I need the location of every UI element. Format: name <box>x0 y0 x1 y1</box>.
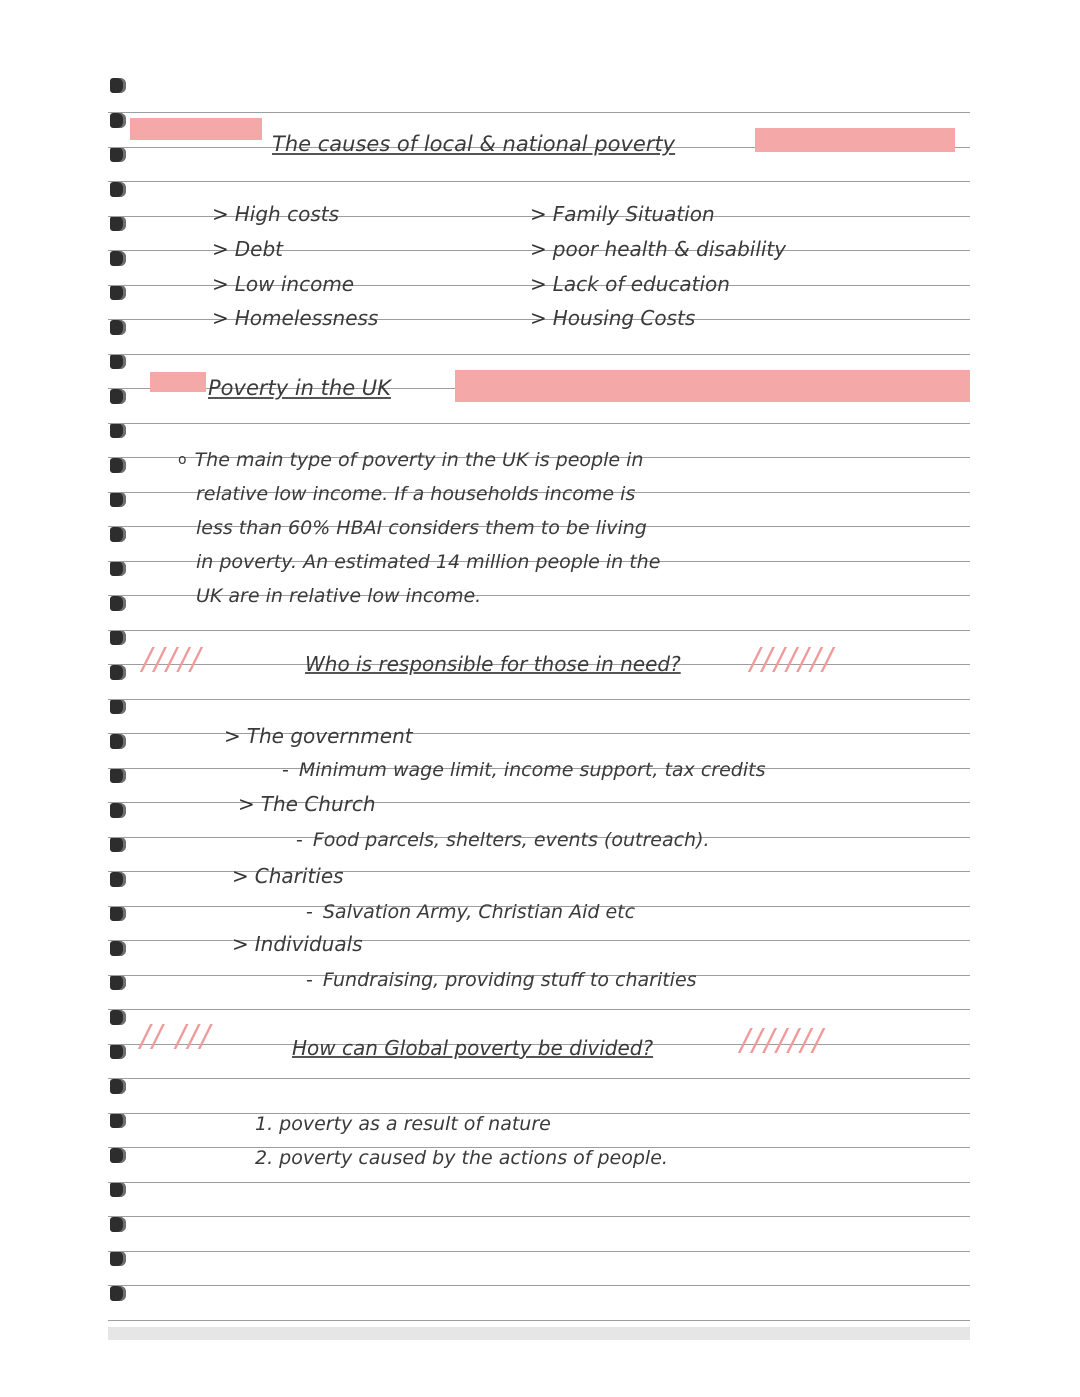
division-item: 2. poverty caused by the actions of people. <box>255 1147 668 1169</box>
slash-decoration: /////// <box>740 1023 825 1058</box>
ruled-line <box>108 1078 970 1079</box>
cause-item: > Low income <box>212 272 355 296</box>
ruled-line <box>108 354 970 355</box>
cause-item: > Homelessness <box>212 306 379 330</box>
ruled-line <box>108 699 970 700</box>
ruled-line <box>108 423 970 424</box>
section-causes-title: The causes of local & national poverty <box>272 132 676 156</box>
responsible-group: > The Church <box>238 792 376 816</box>
cause-item: > poor health & disability <box>530 237 787 261</box>
ruled-line <box>108 1009 970 1010</box>
responsible-detail: - Food parcels, shelters, events (outreach). <box>296 829 710 851</box>
ruled-line <box>108 1320 970 1321</box>
responsible-detail: - Salvation Army, Christian Aid etc <box>306 901 636 923</box>
paragraph-line: in poverty. An estimated 14 million people in the <box>196 551 661 573</box>
ruled-line <box>108 1251 970 1252</box>
ruled-line <box>108 1285 970 1286</box>
cause-item: > Lack of education <box>530 272 730 296</box>
uk-highlight-left <box>150 372 206 392</box>
cause-item: > Debt <box>212 237 284 261</box>
title-highlight-left <box>130 118 262 140</box>
responsible-group: > Individuals <box>232 932 363 956</box>
responsible-detail: - Minimum wage limit, income support, tax credits <box>282 759 766 781</box>
paragraph-line: less than 60% HBAI considers them to be living <box>196 517 647 539</box>
ruled-line <box>108 181 970 182</box>
paragraph-line: $^o$ The main type of poverty in the UK is people in <box>178 449 644 471</box>
page-bottom-edge <box>108 1327 970 1340</box>
ruled-line <box>108 1182 970 1183</box>
cause-item: > High costs <box>212 202 340 226</box>
cause-item: > Family Situation <box>530 202 715 226</box>
paragraph-line: relative low income. If a households income is <box>196 483 636 505</box>
cause-item: > Housing Costs <box>530 306 696 330</box>
division-item: 1. poverty as a result of nature <box>255 1113 551 1135</box>
slash-decoration: ///// <box>142 642 203 677</box>
ruled-line <box>108 1216 970 1217</box>
section-uk-title: Poverty in the UK <box>208 376 391 400</box>
responsible-detail: - Fundraising, providing stuff to charities <box>306 969 697 991</box>
title-highlight-right <box>755 128 955 152</box>
slash-decoration: // /// <box>140 1019 213 1054</box>
responsible-group: > Charities <box>232 864 344 888</box>
paragraph-line: UK are in relative low income. <box>196 585 482 607</box>
section-global-title: How can Global poverty be divided? <box>292 1036 654 1060</box>
uk-highlight-right <box>455 370 970 402</box>
ruled-line <box>108 630 970 631</box>
responsible-group: > The government <box>224 724 413 748</box>
section-responsible-title: Who is responsible for those in need? <box>305 652 681 676</box>
ruled-line <box>108 112 970 113</box>
slash-decoration: /////// <box>750 642 835 677</box>
